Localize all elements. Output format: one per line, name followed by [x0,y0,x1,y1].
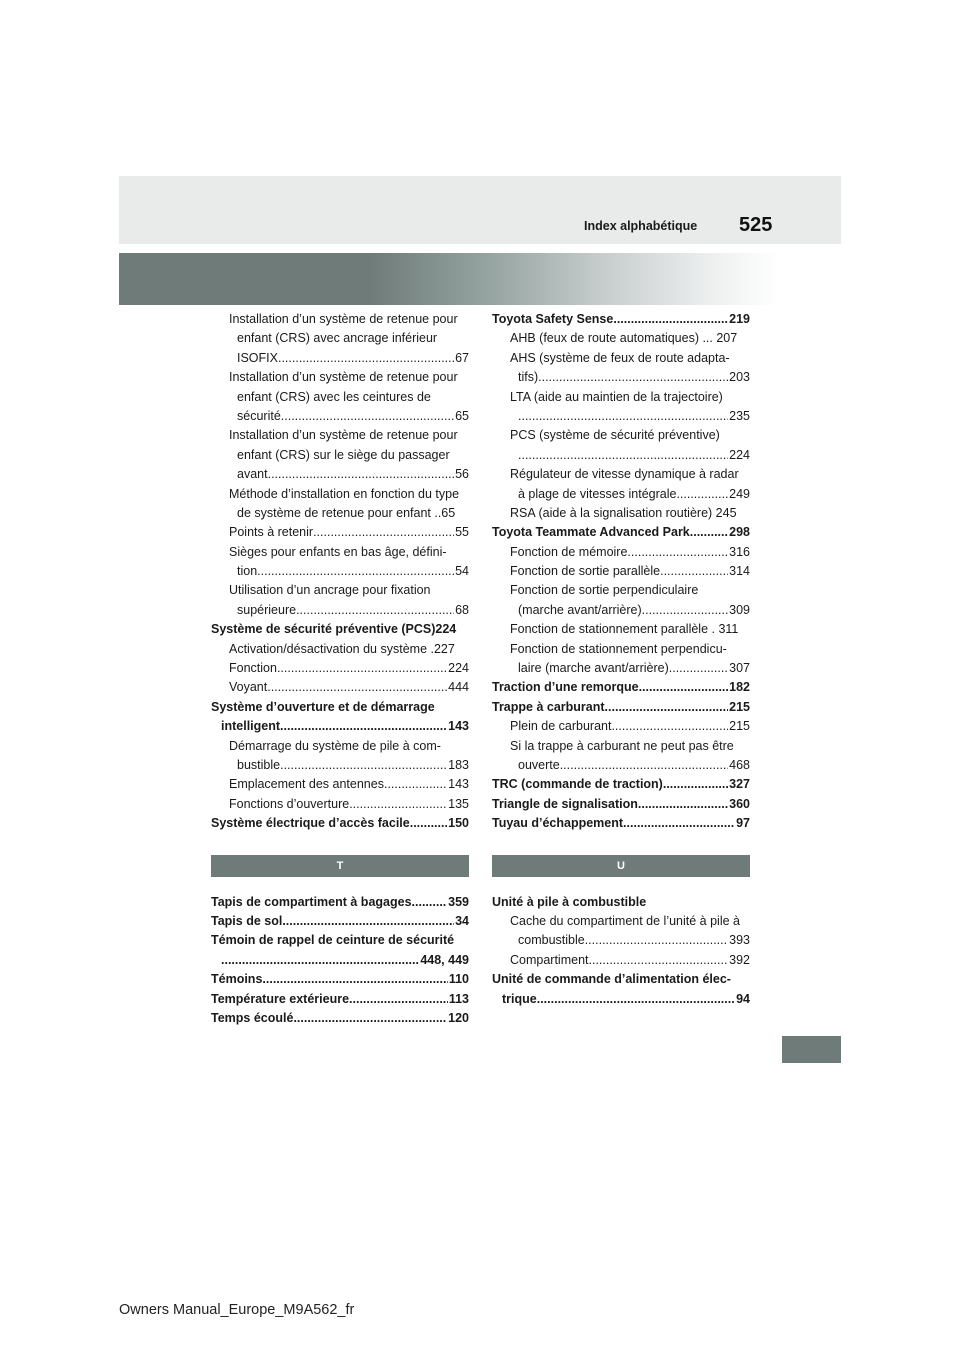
index-entry [492,601,750,620]
index-entry [211,523,469,542]
entry-page-number: 97 [736,816,750,831]
dot-leader [560,756,728,775]
entry-page-number: 110 [448,972,469,987]
dot-leader [296,601,454,620]
left-entries-after [211,893,469,1029]
index-entry [492,446,750,465]
index-entry [492,368,750,387]
dot-leader [281,407,454,426]
entry-page-number: 68 [455,602,469,617]
entry-label: avant [237,467,268,482]
dot-leader [638,795,728,814]
dot-leader [538,368,728,387]
index-entry [211,814,469,833]
index-entry: Cache du compartiment de l’unité à pile à [510,913,740,928]
dot-leader [676,485,728,504]
entry-page-number: 65 [455,408,469,423]
index-entry [211,678,469,697]
index-entry: Utilisation d’un ancrage pour fixation [229,583,431,598]
dot-leader [278,349,454,368]
index-entry: Témoin de rappel de ceinture de sécurité [211,933,455,948]
dot-leader [221,951,419,970]
index-entry [492,659,750,678]
entry-page-number: 182 [729,680,750,695]
index-entry: LTA (aide au maintien de la trajectoire) [510,389,723,404]
index-entry [492,795,750,814]
index-entry [211,775,469,794]
index-entry [492,814,750,833]
index-entry [211,349,469,368]
entry-label: Fonction de sortie parallèle [510,564,661,579]
dot-leader [412,893,448,912]
index-entry [492,485,750,504]
entry-label: supérieure [237,602,297,617]
dot-leader [267,678,447,697]
dot-leader [589,951,729,970]
entry-page-number: 94 [736,991,750,1006]
entry-label: tifs) [518,370,539,385]
entry-page-number: 327 [729,777,750,792]
left-entries-before [211,310,469,834]
entry-label: Emplacement des antennes [229,777,384,792]
index-entry [492,310,750,329]
index-entry: Méthode d’installation en fonction du type [229,486,460,501]
index-entry: Si la trappe à carburant ne peut pas être [510,738,734,753]
index-entry [211,407,469,426]
index-entry: Régulateur de vitesse dynamique à radar [510,467,739,482]
entry-label: Trappe à carburant [492,699,605,714]
index-entry: Installation d’un système de retenue pour [229,370,458,385]
index-entry: AHS (système de feux de route adapta- [510,350,730,365]
index-entry [492,931,750,950]
entry-label: Plein de carburant [510,719,612,734]
index-entry [492,562,750,581]
chapter-tab-marker [782,1036,841,1063]
entry-label: ouverte [518,757,560,772]
dot-leader [280,756,447,775]
entry-label: Système électrique d’accès facile [211,816,410,831]
entry-page-number: 219 [729,312,750,326]
dot-leader [613,310,728,329]
entry-label: trique [502,991,537,1006]
index-entry [492,990,750,1009]
entry-page-number: 360 [729,796,750,811]
entry-page-number: 54 [455,564,469,579]
entry-page-number: 55 [455,525,469,540]
section-title: Index alphabétique [584,219,698,233]
index-entry [492,775,750,794]
index-entry: Unité de commande d’alimentation élec- [492,972,731,987]
entry-page-number: 298 [729,525,750,540]
entry-page-number: 249 [729,486,750,501]
index-entry: Activation/désactivation du système .227 [229,641,455,656]
entry-page-number: 183 [448,757,469,772]
entry-page-number: 224 [729,447,750,462]
entry-label: Tuyau d’échappement [492,816,624,831]
dot-leader [639,678,729,697]
entry-label: intelligent [221,719,281,734]
index-entry: Unité à pile à combustible [492,894,647,909]
dot-leader [349,795,447,814]
entry-label: Témoins [211,972,263,987]
index-entry: enfant (CRS) avec les ceintures de [237,389,431,404]
entry-label: laire (marche avant/arrière) [518,661,669,676]
index-entry [211,1009,469,1028]
entry-label: Temps écoulé [211,1010,294,1025]
dot-leader [293,1009,447,1028]
entry-label: Toyota Safety Sense [492,312,614,326]
entry-label: bustible [237,757,281,772]
entry-page-number: 215 [729,719,750,734]
entry-label: Triangle de signalisation [492,796,638,811]
entry-page-number: 120 [448,1010,469,1025]
dot-leader [280,717,447,736]
index-entry [211,970,469,989]
dot-leader [690,523,728,542]
dot-leader [611,717,728,736]
chapter-gradient-bar [119,253,779,305]
dot-leader [277,659,447,678]
index-entry: Démarrage du système de pile à com- [229,738,441,753]
index-entry [492,717,750,736]
entry-label: Fonction [229,661,277,676]
entry-label: Fonctions d’ouverture [229,796,350,811]
index-entry [211,990,469,1009]
entry-label: Toyota Teammate Advanced Park [492,525,690,540]
index-entry: PCS (système de sécurité préventive) [510,428,720,443]
entry-label: combustible [518,933,585,948]
entry-page-number: 143 [448,777,469,792]
entry-page-number: 34 [455,913,469,928]
index-entry: Fonction de stationnement perpendicu- [510,641,727,656]
entry-label: sécurité [237,408,281,423]
entry-page-number: 224 [448,661,469,676]
dot-leader [627,543,728,562]
dot-leader [349,990,448,1009]
index-entry [492,543,750,562]
entry-page-number: 135 [448,796,469,811]
dot-leader [257,562,454,581]
entry-page-number: 448, 449 [420,952,469,967]
entry-label: Voyant [229,680,268,695]
index-entry: Sièges pour enfants en bas âge, défini- [229,544,447,559]
entry-page-number: 393 [729,933,750,948]
right-entries-after [492,893,750,1009]
index-entry: Installation d’un système de retenue pour [229,312,458,326]
dot-leader [268,465,455,484]
entry-page-number: 215 [729,699,750,714]
entry-page-number: 113 [448,991,469,1006]
dot-leader [518,446,728,465]
entry-page-number: 468 [729,757,750,772]
index-entry: Fonction de sortie perpendiculaire [510,583,699,598]
entry-label: Tapis de sol [211,913,283,928]
entry-label: Traction d’une remorque [492,680,639,695]
entry-page-number: 316 [729,544,750,559]
dot-leader [605,698,729,717]
index-entry [211,717,469,736]
dot-leader [660,562,728,581]
index-column-left [211,310,469,1028]
entry-label: Compartiment [510,952,589,967]
index-entry: Système de sécurité préventive (PCS)224 [211,622,457,637]
entry-label: Points à retenir [229,525,314,540]
dot-leader [585,931,728,950]
footer-document-id: Owners Manual_Europe_M9A562_fr [119,1302,355,1318]
entry-page-number: 444 [448,680,469,695]
index-entry [211,465,469,484]
entry-page-number: 67 [455,350,469,365]
dot-leader [410,814,447,833]
entry-label: tion [237,564,258,579]
entry-page-number: 359 [448,894,469,909]
index-entry: enfant (CRS) avec ancrage inférieur [237,331,438,346]
dot-leader [642,601,728,620]
entry-page-number: 235 [729,408,750,423]
index-entry [211,601,469,620]
index-entry [211,756,469,775]
dot-leader [518,407,728,426]
index-entry: RSA (aide à la signalisation routière) 245 [510,505,737,520]
index-entry: enfant (CRS) sur le siège du passager [237,447,450,462]
index-entry [211,795,469,814]
entry-label: Fonction de mémoire [510,544,628,559]
index-entry [492,698,750,717]
entry-label: ISOFIX [237,350,278,365]
index-entry: de système de retenue pour enfant ..65 [237,505,456,520]
index-entry [211,562,469,581]
dot-leader [537,990,735,1009]
index-entry: Système d’ouverture et de démarrage [211,699,435,714]
index-entry: AHB (feux de route automatiques) ... 207 [510,331,738,346]
entry-label: TRC (commande de traction) [492,777,663,792]
dot-leader [384,775,447,794]
entry-label: (marche avant/arrière) [518,602,642,617]
index-entry [492,678,750,697]
letter-heading-t: T [211,855,469,877]
dot-leader [262,970,447,989]
entry-label: à plage de vitesses intégrale [518,486,677,501]
header-band [119,176,841,244]
dot-leader [282,912,454,931]
entry-label: Tapis de compartiment à bagages [211,894,412,909]
dot-leader [663,775,728,794]
dot-leader [623,814,735,833]
index-entry [211,912,469,931]
index-entry [211,951,469,970]
entry-page-number: 307 [729,661,750,676]
index-entry: Installation d’un système de retenue pour [229,428,458,443]
entry-page-number: 392 [729,952,750,967]
entry-page-number: 203 [729,370,750,385]
index-entry [211,893,469,912]
entry-page-number: 56 [455,467,469,482]
index-entry [492,523,750,542]
dot-leader [669,659,728,678]
entry-label: Température extérieure [211,991,350,1006]
page-number: 525 [739,214,773,236]
entry-page-number: 314 [729,564,750,579]
index-entry [492,951,750,970]
entry-page-number: 143 [448,719,469,734]
dot-leader [313,523,454,542]
index-entry: Fonction de stationnement parallèle . 311 [510,622,739,637]
index-entry [211,659,469,678]
letter-heading-u: U [492,855,750,877]
index-column-right [492,310,750,1009]
index-entry [492,407,750,426]
right-entries-before [492,310,750,834]
entry-page-number: 150 [448,816,469,831]
entry-page-number: 309 [729,602,750,617]
index-entry [492,756,750,775]
